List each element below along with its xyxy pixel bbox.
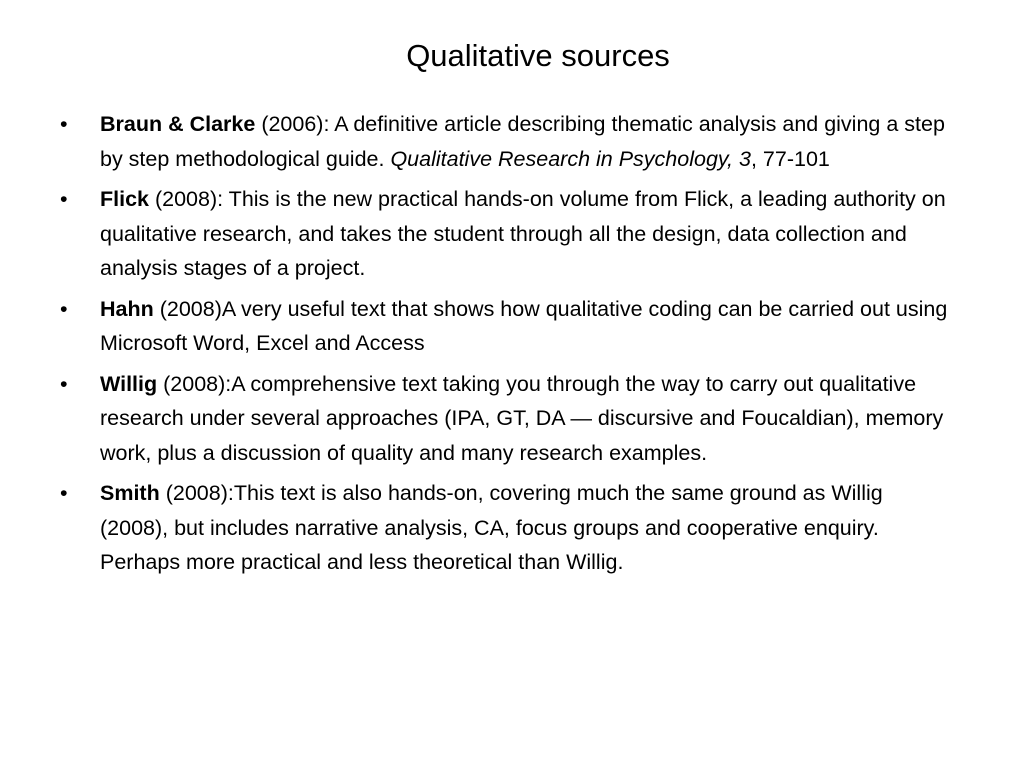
- list-item: [0, 107, 955, 176]
- list-item: [0, 182, 955, 286]
- bullet-icon: •: [60, 296, 68, 321]
- slide-title: Qualitative sources: [406, 38, 670, 73]
- item-description: (2008): This is the new practical hands-on volume from Flick, a leading authority on qualitative research, and takes the student through all the design, data collection and analysis stages of a project.: [100, 187, 946, 280]
- item-description: (2006): A definitive article describing thematic analysis and giving a step by step methodological guide.: [100, 112, 945, 171]
- author-name: Hahn: [100, 296, 154, 321]
- bullet-icon: •: [60, 112, 68, 136]
- bullet-icon: •: [60, 481, 68, 505]
- publication-pages: , 77-101: [750, 146, 830, 171]
- source-list: [0, 107, 1024, 586]
- list-item: [0, 292, 955, 361]
- list-item: [0, 367, 955, 471]
- bullet-icon: •: [60, 371, 68, 396]
- bullet-icon: •: [60, 187, 68, 211]
- author-name: Flick: [100, 187, 149, 211]
- item-description: (2008):A comprehensive text taking you through the way to carry out qualitative research under several approaches (IPA, GT, DA — discursive and Foucaldian), memory work, plus a discussion of quality and many research examples.: [100, 371, 944, 465]
- publication-title: Qualitative Research in Psychology, 3: [390, 146, 751, 171]
- item-description: (2008)A very useful text that shows how qualitative coding can be carried out using Microsoft Word, Excel and Access: [100, 296, 948, 355]
- item-description: (2008):This text is also hands-on, covering much the same ground as Willig (2008), but includes narrative analysis, CA, focus groups and cooperative enquiry. Perhaps more practical and less theoretical than Willig.: [100, 481, 883, 574]
- list-item: [0, 476, 955, 580]
- author-name: Braun & Clarke: [100, 112, 256, 136]
- author-name: Smith: [100, 481, 160, 505]
- author-name: Willig: [100, 371, 158, 396]
